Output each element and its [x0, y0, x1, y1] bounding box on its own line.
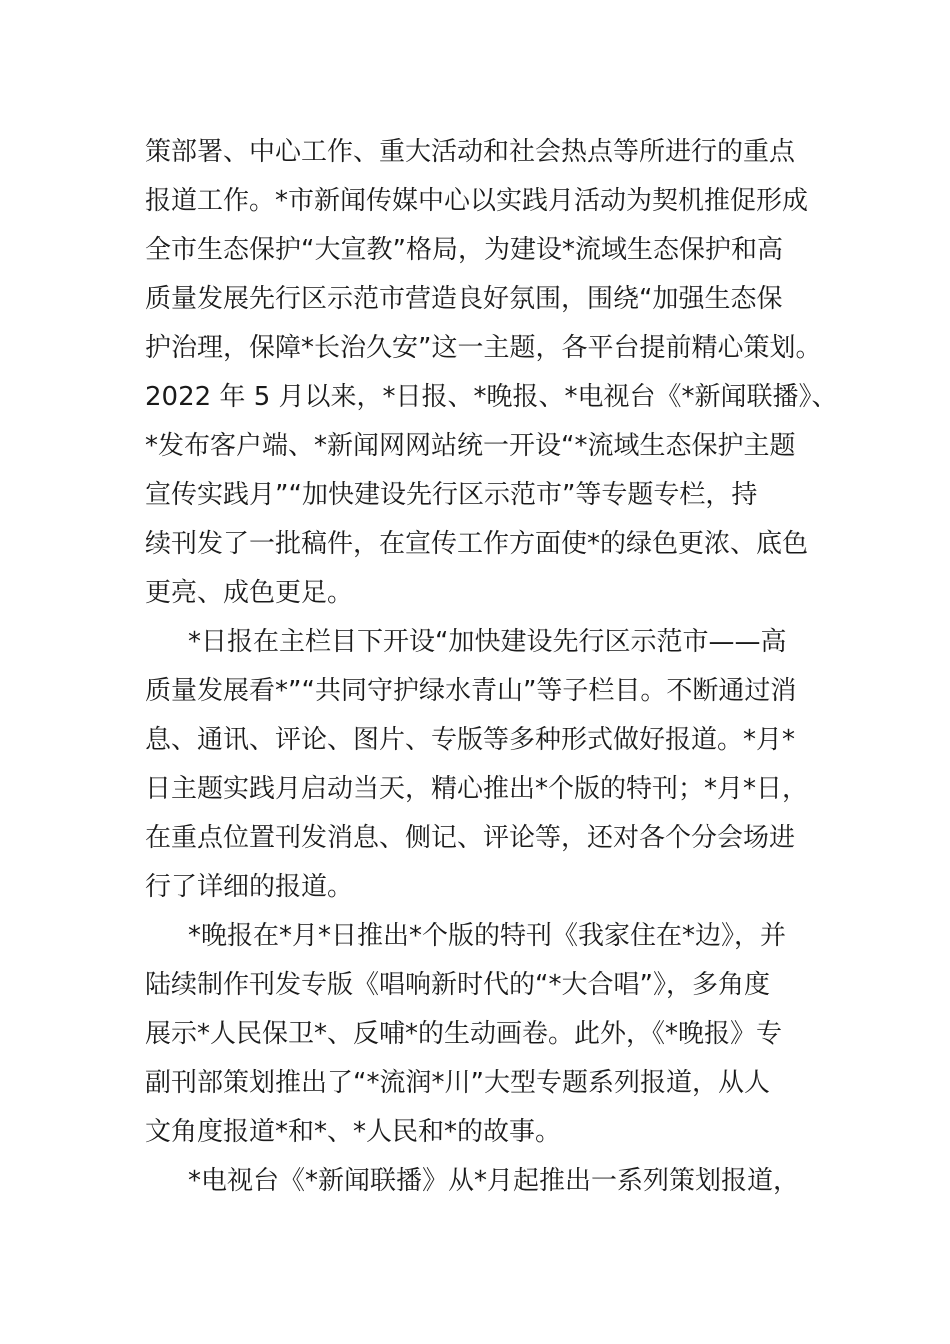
paragraph-1 [145, 128, 838, 618]
text-line: 在重点位置刊发消息、侧记、评论等，还对各个分会场进 [145, 823, 796, 853]
text-line: 全市生态保护“大宣教”格局，为建设*流域生态保护和高 [145, 235, 783, 265]
text-line: 文角度报道*和*、*人民和*的故事。 [145, 1117, 562, 1147]
text-line: 陆续制作刊发专版《唱响新时代的“*大合唱”》，多角度 [145, 970, 770, 1000]
paragraph-4 [145, 1157, 815, 1206]
text-line-first: *电视台《*新闻联播》从*月起推出一系列策划报道， [188, 1166, 800, 1196]
text-line: 行了详细的报道。 [145, 872, 354, 902]
text-line: 2022 年 5 月以来，*日报、*晚报、*电视台《*新闻联播》、 [145, 382, 838, 412]
text-line-first: *晚报在*月*日推出*个版的特刊《我家住在*边》，并 [188, 921, 787, 951]
text-line: 副刊部策划推出了“*流润*川”大型专题系列报道，从人 [145, 1068, 770, 1098]
text-line: 更亮、成色更足。 [145, 578, 354, 608]
text-line: 展示*人民保卫*、反哺*的生动画卷。此外，《*晚报》专 [145, 1019, 783, 1049]
text-line: 策部署、中心工作、重大活动和社会热点等所进行的重点 [145, 137, 796, 167]
text-line: 日主题实践月启动当天，精心推出*个版的特刊；*月*日， [145, 774, 809, 804]
text-line: 宣传实践月”“加快建设先行区示范市”等专题专栏，持 [145, 480, 758, 510]
paragraph-2 [145, 618, 815, 912]
document-body [145, 128, 838, 1206]
text-line: 护治理，保障*长治久安”这一主题，各平台提前精心策划。 [145, 333, 822, 363]
text-line: 质量发展先行区示范市营造良好氛围，围绕“加强生态保 [145, 284, 783, 314]
paragraph-3 [145, 912, 815, 1157]
text-line: *发布客户端、*新闻网网站统一开设“*流域生态保护主题 [145, 431, 796, 461]
text-line: 质量发展看*”“共同守护绿水青山”等子栏目。不断通过消 [145, 676, 797, 706]
text-line: 息、通讯、评论、图片、专版等多种形式做好报道。*月* [145, 725, 796, 755]
text-line-first: *日报在主栏目下开设“加快建设先行区示范市——高 [188, 627, 787, 657]
text-line: 续刊发了一批稿件，在宣传工作方面使*的绿色更浓、底色 [145, 529, 809, 559]
text-line: 报道工作。*市新闻传媒中心以实践月活动为契机推促形成 [145, 186, 809, 216]
